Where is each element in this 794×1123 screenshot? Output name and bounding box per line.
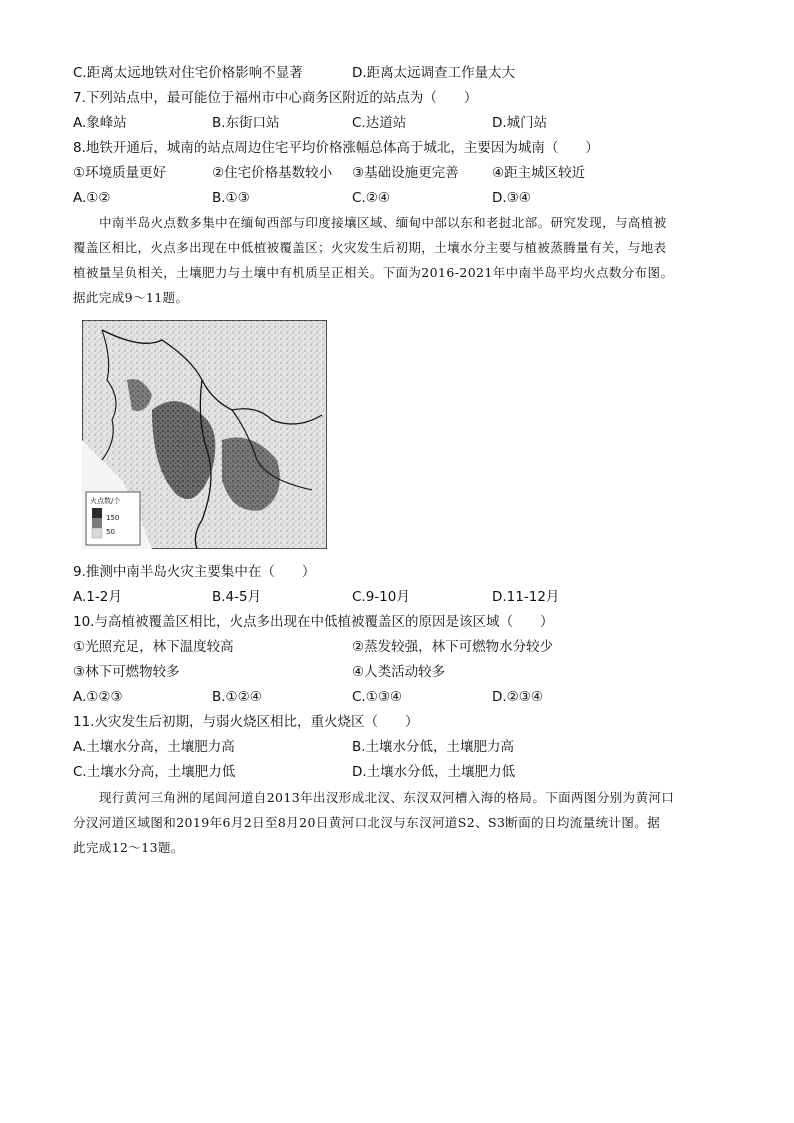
legend-label-low: 50 [106, 528, 115, 536]
q8-option-c: C.②④ [352, 190, 390, 206]
q10-item-3: ③林下可燃物较多 [73, 664, 180, 680]
q8-item-1: ①环境质量更好 [73, 165, 167, 181]
q11-option-a: A.土壤水分高，土壤肥力高 [73, 739, 235, 755]
q6-option-d: D.距离太远调查工作量太大 [352, 65, 516, 81]
q8-item-4: ④距主城区较近 [492, 165, 586, 181]
q8-option-d: D.③④ [492, 190, 531, 206]
q6-option-c: C.距离太远地铁对住宅价格影响不显著 [73, 65, 303, 81]
q9-option-d: D.11-12月 [492, 589, 560, 605]
q8-item-2: ②住宅价格基数较小 [212, 165, 333, 181]
legend-swatch-low [92, 528, 102, 538]
q7-option-c: C.达道站 [352, 115, 407, 131]
q10-option-b: B.①②④ [212, 689, 262, 705]
q7-option-d: D.城门站 [492, 115, 548, 131]
q11-option-b: B.土壤水分低，土壤肥力高 [352, 739, 515, 755]
q7-option-b: B.东街口站 [212, 115, 280, 131]
q10-item-1: ①光照充足，林下温度较高 [73, 639, 234, 655]
q8-option-a: A.①② [73, 190, 111, 206]
q10-item-2: ②蒸发较强，林下可燃物水分较少 [352, 639, 554, 655]
q10-item-4: ④人类活动较多 [352, 664, 446, 680]
passage2-line-1: 现行黄河三角洲的尾闾河道自2013年出汊形成北汊、东汊双河槽入海的格局。下面两图分别为黄河口 [99, 790, 675, 805]
legend-swatch-high [92, 508, 102, 518]
q11-option-c: C.土壤水分高，土壤肥力低 [73, 764, 236, 780]
q10-option-c: C.①③④ [352, 689, 403, 705]
q10-option-d: D.②③④ [492, 689, 543, 705]
q8-option-b: B.①③ [212, 190, 250, 206]
passage2-line-3: 此完成12～13题。 [73, 840, 184, 855]
passage-yellow-river [73, 785, 723, 860]
q11-option-d: D.土壤水分低，土壤肥力低 [352, 764, 516, 780]
legend-swatch-mid [92, 518, 102, 528]
q7-stem: 7.下列站点中，最可能位于福州市中心商务区附近的站点为（ ） [73, 90, 478, 106]
passage1-line-3: 植被量呈负相关，土壤肥力与土壤中有机质呈正相关。下面为2016-2021年中南半岛平均火点数分布图。 [73, 265, 674, 280]
legend-label-high: 150 [106, 514, 120, 522]
q7-option-a: A.象峰站 [73, 115, 127, 131]
legend-title: 火点数/个 [90, 497, 121, 505]
q11-stem: 11.火灾发生后初期，与弱火烧区相比，重火烧区（ ） [73, 714, 419, 730]
q9-option-b: B.4-5月 [212, 589, 262, 605]
q9-option-c: C.9-10月 [352, 589, 410, 605]
passage1-line-4: 据此完成9～11题。 [73, 290, 189, 305]
passage1-line-1: 中南半岛火点数多集中在缅甸西部与印度接壤区域、缅甸中部以东和老挝北部。研究发现，与高植被 [99, 215, 667, 230]
q8-stem: 8.地铁开通后，城南的站点周边住宅平均价格涨幅总体高于城北，主要因为城南（ ） [73, 140, 599, 156]
q8-item-3: ③基础设施更完善 [352, 165, 459, 181]
fire-point-distribution-map [82, 320, 327, 549]
q10-option-a: A.①②③ [73, 689, 123, 705]
q9-stem: 9.推测中南半岛火灾主要集中在（ ） [73, 564, 316, 580]
q9-option-a: A.1-2月 [73, 589, 122, 605]
passage1-line-2: 覆盖区相比，火点多出现在中低植被覆盖区；火灾发生后初期，土壤水分主要与植被蒸腾量有关，与地表 [73, 240, 667, 255]
q10-stem: 10.与高植被覆盖区相比，火点多出现在中低植被覆盖区的原因是该区域（ ） [73, 614, 554, 630]
passage2-line-2: 分汊河道区域图和2019年6月2日至8月20日黄河口北汊与东汊河道S2、S3断面的日均流量统计图。据 [73, 815, 661, 830]
passage-fire-points [73, 210, 723, 310]
